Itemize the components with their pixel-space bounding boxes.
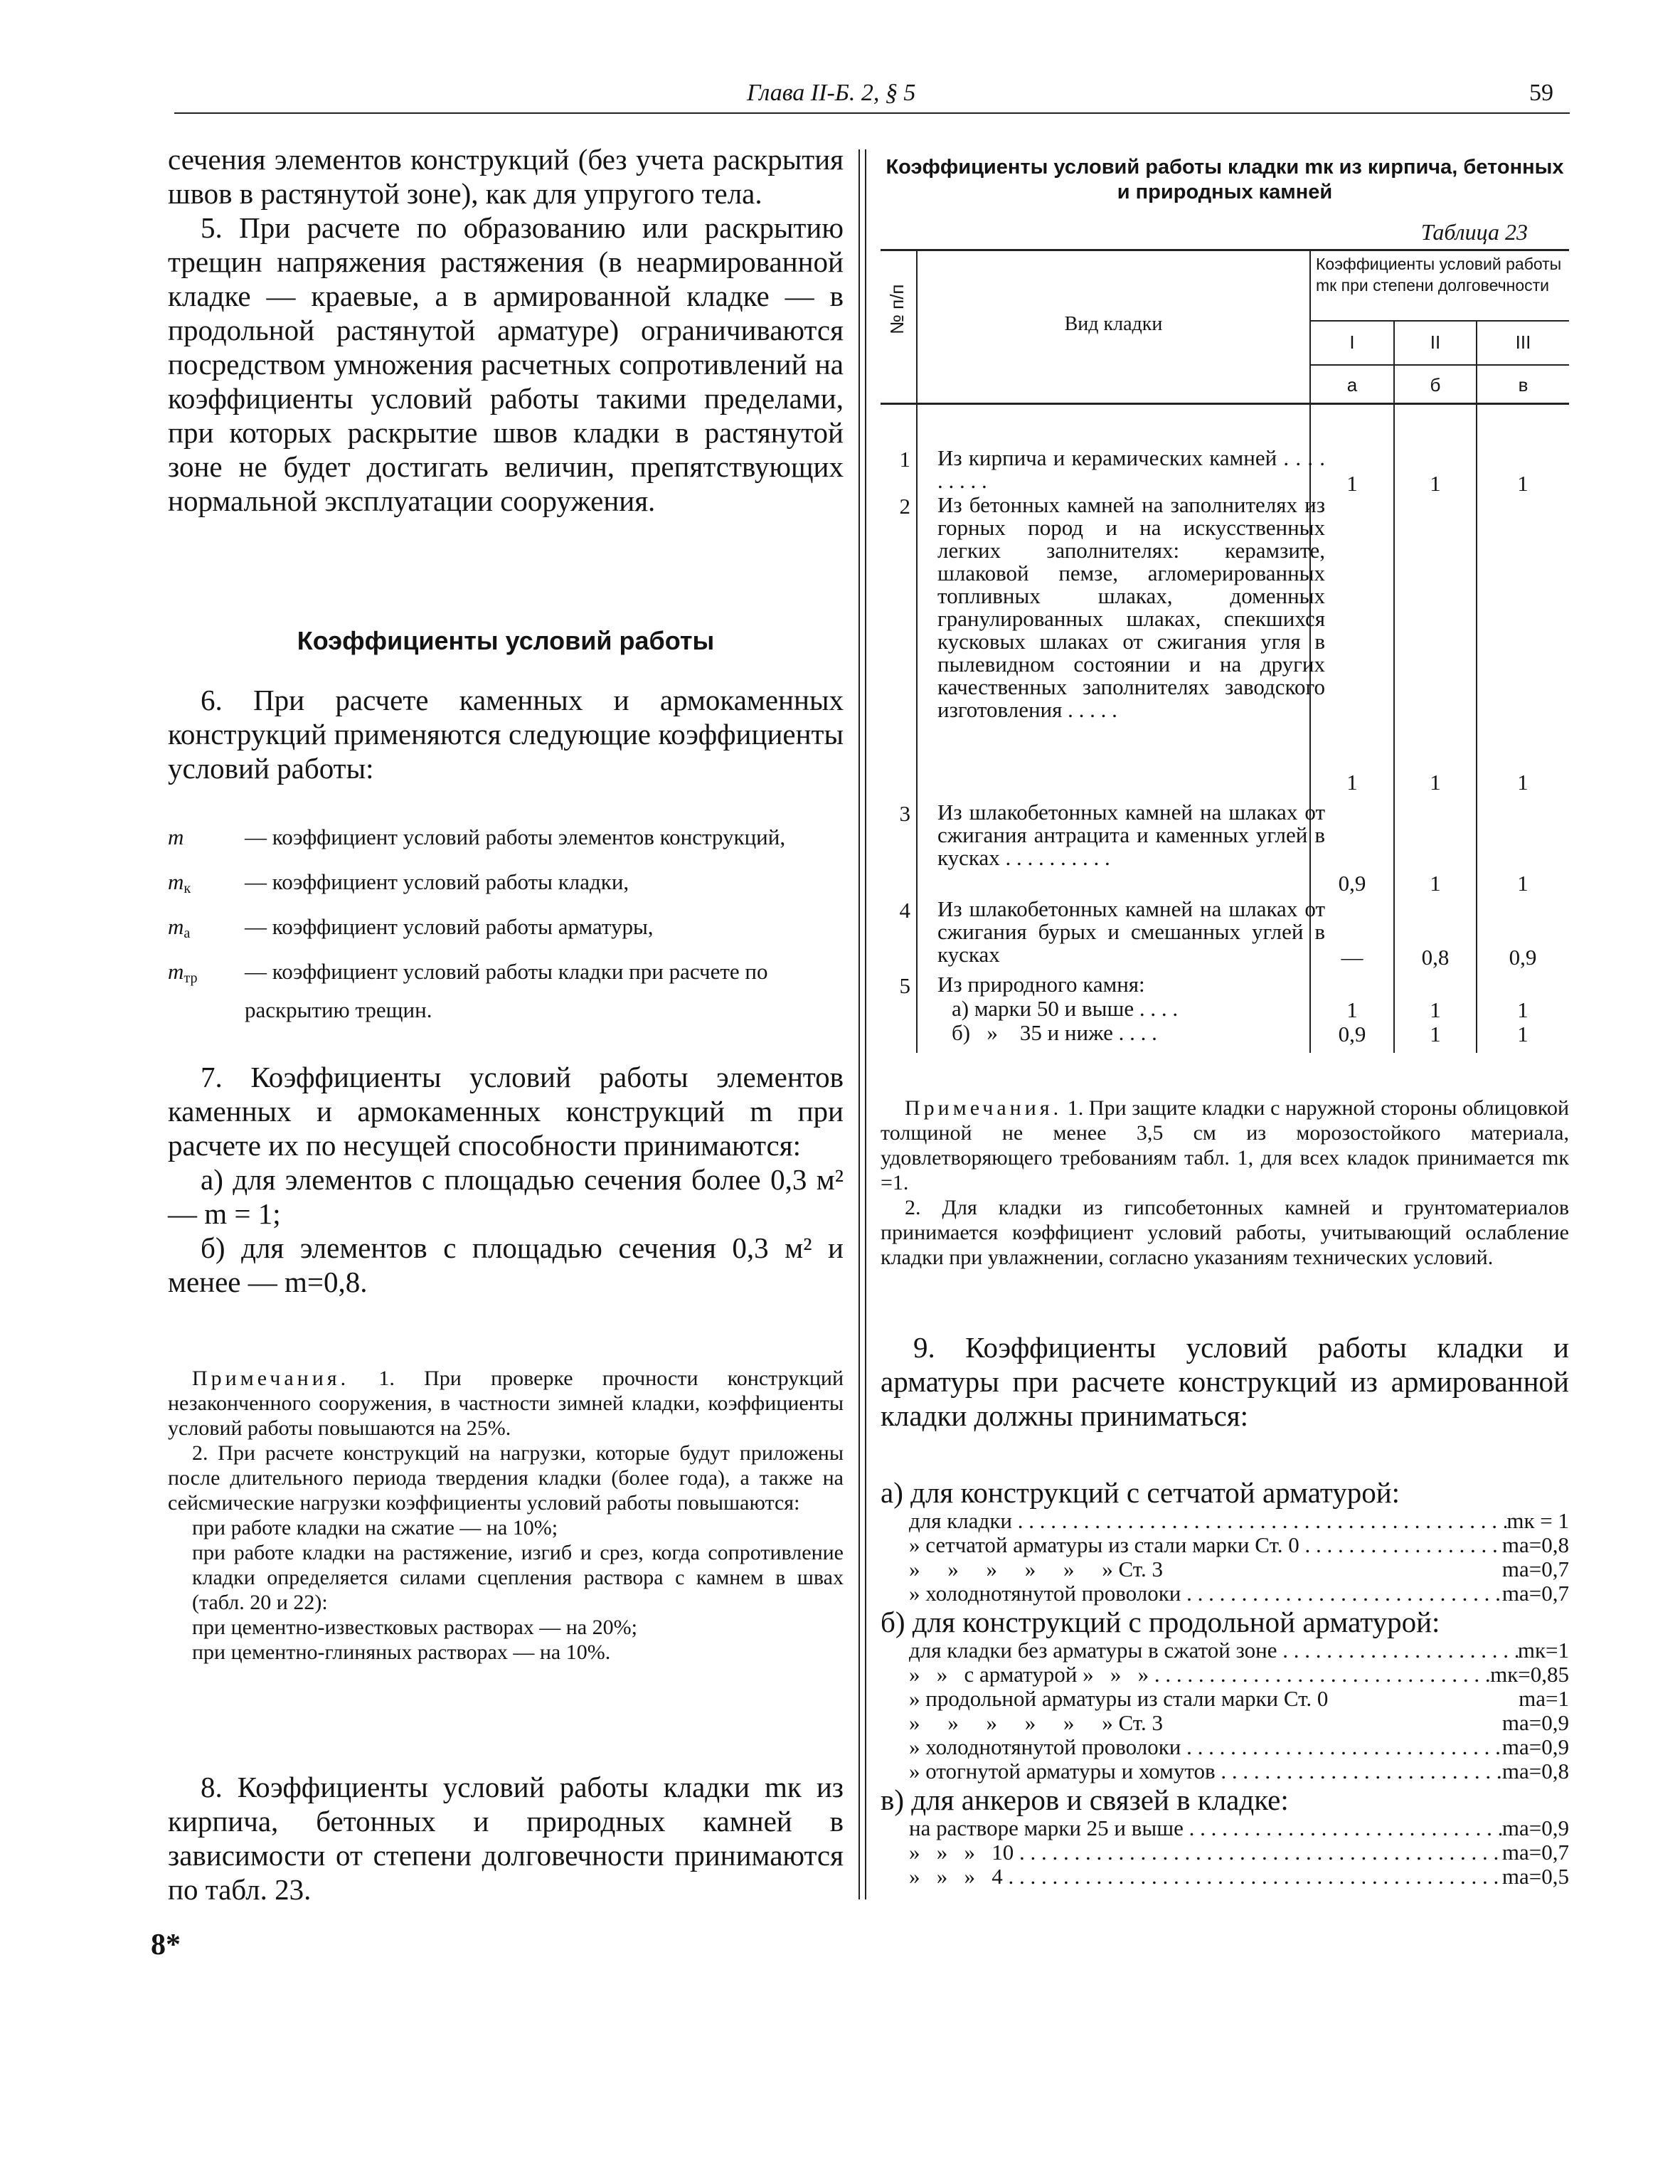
list-item: » » » » » » Ст. 3 mа=0,7: [909, 1557, 1569, 1581]
table-note-1: 1. При защите кладки с наружной стороны облицовкой толщиной не менее 3,5 см из морозостойкого материала, удовлетворяющего требованиям табл. 1, для всех кладок принимается mк =1.: [881, 1096, 1570, 1194]
paragraph-7a: а) для элементов с площадью сечения более 0,3 м² — m = 1;: [168, 1163, 844, 1230]
note-2d: при цементно-глиняных растворах — на 10%.: [192, 1640, 611, 1664]
list-item: » » » 10 . . . mа=0,7: [909, 1840, 1569, 1865]
head-degree-2: II: [1430, 332, 1441, 353]
col-rule: [1476, 320, 1477, 1053]
list-item: » холоднотянутой проволоки . . . mа=0,9: [909, 1735, 1569, 1759]
notes-label: Примечания.: [192, 1367, 350, 1390]
paragraph-intro: сечения элементов конструкций (без учета раскрытия швов в растянутой зоне), как для упругого тела.: [168, 143, 844, 210]
running-head: Глава II-Б. 2, § 5: [747, 80, 916, 106]
head-degree-1: I: [1349, 332, 1355, 353]
list-item: » холоднотянутой проволоки . . . mа=0,7: [909, 1581, 1569, 1606]
left-column: [168, 142, 844, 518]
paragraph-6: 6. При расчете каменных и армокаменных конструкций применяются следующие коэффициенты условий работы:: [168, 684, 844, 785]
definition-item: $m_{тр}$ — коэффициент условий работы кладки при расчете по раскрытию трещин.: [168, 959, 768, 1023]
notes-left: [168, 1366, 844, 1665]
list-item: » продольной арматуры из стали марки Ст. 0 mа=1: [909, 1686, 1569, 1711]
table-top-rule: [881, 249, 1569, 251]
paragraph-7: 7. Коэффициенты условий работы элементов каменных и армокаменных конструкций m при расчете их по несущей способности принимаются:: [168, 1061, 844, 1162]
table-notes: [881, 1096, 1569, 1270]
signature-mark: 8*: [151, 1929, 181, 1961]
list-item: » сетчатой арматуры из стали марки Ст. 0 . . . mа=0,8: [909, 1533, 1569, 1557]
head-letter-a: а: [1346, 374, 1358, 396]
list-item: для кладки . . . mк = 1: [909, 1509, 1569, 1533]
note-2a: при работе кладки на сжатие — на 10%;: [192, 1516, 558, 1539]
list-item: » отогнутой арматуры и хомутов . . . mа=0,8: [909, 1759, 1569, 1783]
list-item: для кладки без арматуры в сжатой зоне . . . mк=1: [909, 1638, 1569, 1663]
list-item: на растворе марки 25 и выше . . . mа=0,9: [909, 1816, 1569, 1840]
head-letter-b: б: [1430, 374, 1441, 396]
table-23: № п/п Вид кладки Коэффициенты условий работы mк при степени долговечности I II III а б в 1 Из кирпича и керамических камней . . . . . . . . . 1 1 1 2 Из бетонных камней на заполнителях из горных пород и на искусственных легких заполнителях: керамзите, шлаковой пемзе, агломерированных топливных шлаках, доменных гранулированных шлаках, спекшихся кусковых шлаках от сжигания угля в пылевидном состоянии и на других качественных заполнителях заводского изготовления . . . . . 1 1 1 3 Из шлакобетонных камней на шлаках от сжигания антрацита и каменных углей в кусках . . . . . . . . . . 0,9 1 1 4 Из шлакобетонных камней на шлаках от сжигания бурых и смешанных углей в кусках — 0,8 0,9 5 Из природного камня: а) марки 50 и выше . . . . 1 1 1 б) » 35 и ниже . . . . 0,9 1 1: [881, 249, 1569, 1124]
note-2c: при цементно-известковых растворах — на 20%;: [192, 1616, 637, 1639]
header-rule: [174, 112, 1570, 114]
definition-item: m — коэффициент условий работы элементов конструкций,: [168, 825, 786, 849]
note-2b: при работе кладки на растяжение, изгиб и срез, когда сопротивление кладки определяется силами сцепления раствора с камнем в швах (табл. 20 и 22):: [192, 1541, 844, 1614]
head-degree-3: III: [1515, 332, 1531, 353]
paragraph-7b: б) для элементов с площадью сечения 0,3 м² и менее — m=0,8.: [168, 1231, 844, 1298]
head-num: № п/п: [886, 284, 908, 334]
head-letter-c: в: [1518, 374, 1529, 396]
note-1: 1. При проверке прочности конструкций незаконченного сооружения, в частности зимней кладки, коэффициенты условий работы повышаются на 25%.: [168, 1367, 844, 1440]
list-item: » » » » » » Ст. 3 mа=0,9: [909, 1710, 1569, 1735]
table-caption: Таблица 23: [1420, 219, 1528, 245]
table-notes-label: Примечания.: [905, 1096, 1063, 1120]
paragraph-8: 8. Коэффициенты условий работы кладки mк из кирпича, бетонных и природных камней в зависимости от степени долговечности принимаются по табл. 23.: [168, 1771, 844, 1906]
list-9c-head: в) для анкеров и связей в кладке:: [881, 1783, 1289, 1816]
col-rule: [916, 249, 918, 1053]
table-title: Коэффициенты условий работы кладки mк из кирпича, бетонных и природных камней: [886, 156, 1564, 203]
list-item: » » » 4 . . . mа=0,5: [909, 1865, 1569, 1889]
definition-item: $m_к$ — коэффициент условий работы кладки,: [168, 869, 629, 897]
table-note-2: 2. Для кладки из гипсобетонных камней и грунтоматериалов принимается коэффициент условий работы, учитывающий ослабление кладки при увлажнении, согласно указаниям технических условий.: [881, 1196, 1569, 1269]
section-heading: Коэффициенты условий работы: [297, 626, 715, 655]
list-9a-head: а) для конструкций с сетчатой арматурой:: [881, 1476, 1400, 1509]
table-23-block: [881, 155, 1569, 245]
head-kind: Вид кладки: [1064, 313, 1163, 335]
definitions-list: [168, 818, 844, 1029]
column-separator: [858, 149, 866, 1899]
col-rule: [1393, 320, 1395, 1053]
head-bottom-rule: [881, 403, 1569, 405]
page-number: 59: [1529, 80, 1553, 106]
note-2: 2. При расчете конструкций на нагрузки, которые будут приложены после длительного периода твердения кладки (более года), а также на сейсмические нагрузки коэффициенты условий работы повышаются:: [168, 1441, 844, 1515]
head-subrule: [1309, 364, 1569, 366]
head-subrule: [1309, 320, 1569, 322]
head-group: Коэффициенты условий работы mк при степени долговечности: [1316, 255, 1562, 295]
list-9: [881, 1476, 1569, 1889]
paragraph-9: 9. Коэффициенты условий работы кладки и арматуры при расчете конструкций из армированной кладки должны приниматься:: [881, 1331, 1569, 1432]
list-item: » » с арматурой » » » . . . mк=0,85: [909, 1663, 1569, 1687]
paragraph-5: 5. При расчете по образованию или раскрытию трещин напряжения растяжения (в неармированной кладке — краевые, а в армированной кладке — в продольной растянутой арматуре) ограничиваются посредством умножения расчетных сопротивлений на коэффициенты условий работы такими пределами, при которых раскрытие швов кладки в растянутой зоне не будет достигать величин, препятствующих нормальной эксплуатации сооружения.: [168, 211, 844, 517]
definition-item: $m_а$ — коэффициент условий работы арматуры,: [168, 914, 654, 942]
list-9b-head: б) для конструкций с продольной арматурой:: [881, 1606, 1440, 1638]
